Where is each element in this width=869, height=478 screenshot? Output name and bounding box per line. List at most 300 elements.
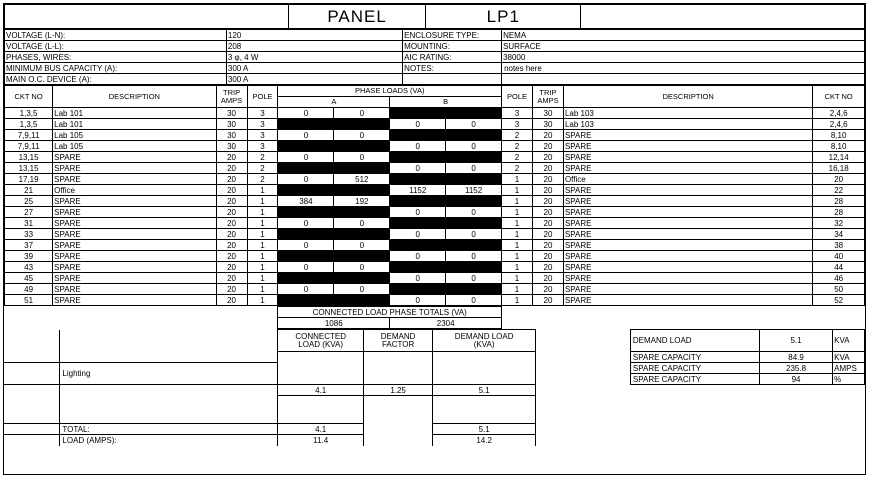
header-pole-right: POLE [502, 86, 533, 108]
summary-spacer-3 [536, 374, 631, 385]
row-phase-a1 [278, 207, 334, 218]
row-phase-a2: 512 [334, 174, 390, 185]
table-row [5, 240, 865, 251]
row-description-left: SPARE [53, 174, 216, 185]
header-pole-left: POLE [247, 86, 278, 108]
row-phase-b2: 1152 [446, 185, 502, 196]
row-phase-b1: 0 [390, 163, 446, 174]
row-trip-left: 30 [216, 130, 247, 141]
row-pole-left: 1 [247, 185, 278, 196]
summary-value-1: 84.9 [759, 352, 832, 363]
row-pole-left: 3 [247, 141, 278, 152]
row-phase-b1 [390, 174, 446, 185]
table-row [5, 174, 865, 185]
row-phase-b1: 0 [390, 207, 446, 218]
row-trip-right: 30 [532, 119, 563, 130]
row-description-right: SPARE [563, 218, 812, 229]
row-pole-left: 1 [247, 229, 278, 240]
header-amps-text: AMPS [220, 95, 243, 105]
row-phase-a2 [334, 207, 390, 218]
row-trip-right: 20 [532, 284, 563, 295]
info-right-value-3: notes here [502, 63, 865, 74]
row-ckt-left: 43 [5, 262, 53, 273]
row-phase-a2 [334, 141, 390, 152]
row-pole-left: 3 [247, 108, 278, 119]
summary-unit-2: AMPS [833, 363, 865, 374]
info-left-value-1: 208 [226, 41, 402, 52]
row-pole-right: 1 [502, 295, 533, 306]
row-trip-left: 20 [216, 196, 247, 207]
row-phase-b2 [446, 152, 502, 163]
row-trip-left: 20 [216, 218, 247, 229]
row-ckt-right: 32 [813, 218, 865, 229]
row-phase-a1 [278, 229, 334, 240]
summary-unit-1: KVA [833, 352, 865, 363]
summary-label-3: SPARE CAPACITY [630, 374, 759, 385]
info-row [5, 41, 865, 52]
demand-row-connected-0: 4.1 [278, 385, 364, 396]
row-phase-b1 [390, 130, 446, 141]
demand-spacer-e [536, 385, 865, 396]
row-ckt-left: 21 [5, 185, 53, 196]
row-description-left: SPARE [53, 295, 216, 306]
row-description-left: Lab 105 [53, 130, 216, 141]
row-ckt-right: 52 [813, 295, 865, 306]
schedule-header-top [5, 86, 865, 97]
amps-spacer [4, 435, 60, 446]
row-ckt-left: 1,3,5 [5, 108, 53, 119]
demand-spacer-g [60, 396, 278, 424]
row-description-right: SPARE [563, 295, 812, 306]
row-pole-right: 3 [502, 119, 533, 130]
row-trip-right: 20 [532, 130, 563, 141]
summary-unit-3: % [833, 374, 865, 385]
row-phase-a2: 0 [334, 218, 390, 229]
row-ckt-left: 31 [5, 218, 53, 229]
drawing-border [3, 3, 866, 475]
row-phase-b1: 0 [390, 251, 446, 262]
row-trip-right: 20 [532, 273, 563, 284]
row-trip-right: 20 [532, 251, 563, 262]
row-trip-right: 20 [532, 163, 563, 174]
info-right-label-1: MOUNTING: [403, 41, 502, 52]
row-phase-b1 [390, 284, 446, 295]
demand-filler-row [4, 396, 865, 424]
table-row [5, 130, 865, 141]
row-phase-b2: 0 [446, 163, 502, 174]
header-trip-amps-right [532, 86, 563, 108]
table-row [5, 229, 865, 240]
row-description-right: SPARE [563, 163, 812, 174]
table-row [5, 273, 865, 284]
row-ckt-right: 40 [813, 251, 865, 262]
demand-total-factor-blank [364, 424, 433, 435]
summary-value-3: 94 [759, 374, 832, 385]
row-phase-a1: 0 [278, 284, 334, 295]
header-ckt-no-left: CKT NO [5, 86, 53, 108]
row-phase-b1: 0 [390, 141, 446, 152]
row-description-left: SPARE [53, 273, 216, 284]
row-ckt-right: 20 [813, 174, 865, 185]
row-phase-a1 [278, 163, 334, 174]
table-row [5, 152, 865, 163]
row-trip-right: 20 [532, 229, 563, 240]
demand-col-factor-fill [364, 352, 433, 385]
row-phase-b1: 0 [390, 295, 446, 306]
row-description-right: SPARE [563, 207, 812, 218]
row-phase-b2 [446, 130, 502, 141]
row-trip-right: 20 [532, 240, 563, 251]
row-description-left: Office [53, 185, 216, 196]
info-left-label-1: VOLTAGE (L-L): [5, 41, 227, 52]
row-phase-a1: 0 [278, 262, 334, 273]
row-pole-right: 1 [502, 284, 533, 295]
row-trip-left: 20 [216, 163, 247, 174]
summary-unit-0: KVA [833, 330, 865, 352]
demand-header-connected: CONNECTED LOAD (KVA) [278, 330, 364, 352]
demand-spacer-a [4, 330, 60, 363]
row-phase-b1: 0 [390, 119, 446, 130]
row-phase-a2 [334, 163, 390, 174]
row-description-right: SPARE [563, 130, 812, 141]
row-trip-left: 20 [216, 152, 247, 163]
summary-spacer [536, 330, 631, 363]
demand-header-demand: DEMAND LOAD (KVA) [433, 330, 536, 352]
row-pole-left: 1 [247, 273, 278, 284]
demand-total-demand: 5.1 [433, 424, 536, 435]
row-phase-b2 [446, 108, 502, 119]
row-trip-left: 20 [216, 251, 247, 262]
row-description-left: SPARE [53, 163, 216, 174]
row-phase-a2 [334, 119, 390, 130]
row-phase-a2 [334, 251, 390, 262]
row-description-right: SPARE [563, 185, 812, 196]
row-pole-left: 1 [247, 218, 278, 229]
row-phase-a1 [278, 185, 334, 196]
row-description-right: SPARE [563, 273, 812, 284]
row-trip-right: 20 [532, 185, 563, 196]
row-description-left: SPARE [53, 229, 216, 240]
row-description-left: SPARE [53, 218, 216, 229]
row-ckt-right: 2,4,6 [813, 119, 865, 130]
info-right-label-3: NOTES: [403, 63, 502, 74]
row-ckt-left: 39 [5, 251, 53, 262]
row-ckt-right: 46 [813, 273, 865, 284]
summary-value-0: 5.1 [759, 330, 832, 352]
row-pole-right: 3 [502, 108, 533, 119]
info-left-label-3: MINIMUM BUS CAPACITY (A): [5, 63, 227, 74]
row-description-left: SPARE [53, 262, 216, 273]
row-pole-left: 1 [247, 196, 278, 207]
info-row [5, 74, 865, 85]
demand-amps-row [4, 435, 865, 446]
demand-spacer-d [60, 385, 278, 396]
row-phase-a1 [278, 273, 334, 284]
row-description-left: Lab 105 [53, 141, 216, 152]
demand-spacer-f [4, 396, 60, 424]
table-row [5, 196, 865, 207]
row-trip-right: 20 [532, 295, 563, 306]
row-trip-right: 20 [532, 218, 563, 229]
row-phase-b1 [390, 240, 446, 251]
row-phase-b2: 0 [446, 295, 502, 306]
table-row [5, 262, 865, 273]
demand-col-connected-fill [278, 352, 364, 385]
row-phase-b1 [390, 196, 446, 207]
row-phase-b1: 0 [390, 273, 446, 284]
row-description-left: SPARE [53, 251, 216, 262]
info-blank-right [502, 74, 865, 85]
row-ckt-right: 50 [813, 284, 865, 295]
row-pole-right: 1 [502, 196, 533, 207]
row-pole-right: 2 [502, 163, 533, 174]
row-pole-left: 2 [247, 174, 278, 185]
row-phase-b2: 0 [446, 229, 502, 240]
panel-title-table [4, 4, 865, 29]
row-ckt-right: 8,10 [813, 141, 865, 152]
summary-label-0: DEMAND LOAD [630, 330, 759, 352]
row-pole-left: 1 [247, 207, 278, 218]
info-blank-left [403, 74, 502, 85]
row-description-right: SPARE [563, 196, 812, 207]
header-trip-amps-left [216, 86, 247, 108]
row-description-right: SPARE [563, 240, 812, 251]
row-phase-a1: 0 [278, 108, 334, 119]
row-trip-right: 20 [532, 174, 563, 185]
row-pole-left: 2 [247, 152, 278, 163]
row-trip-right: 30 [532, 108, 563, 119]
row-trip-left: 30 [216, 119, 247, 130]
row-pole-right: 1 [502, 240, 533, 251]
row-description-right: Lab 103 [563, 108, 812, 119]
table-row [5, 163, 865, 174]
row-ckt-right: 2,4,6 [813, 108, 865, 119]
row-trip-right: 20 [532, 152, 563, 163]
demand-amps-demand: 14.2 [433, 435, 536, 446]
row-phase-b2 [446, 240, 502, 251]
row-description-left: Lab 101 [53, 108, 216, 119]
demand-fill-factor [364, 396, 433, 424]
row-phase-a2: 0 [334, 130, 390, 141]
row-ckt-right: 34 [813, 229, 865, 240]
row-description-right: SPARE [563, 152, 812, 163]
header-description-left: DESCRIPTION [53, 86, 216, 108]
title-right-blank [581, 5, 865, 29]
row-description-left: SPARE [53, 240, 216, 251]
row-pole-left: 1 [247, 284, 278, 295]
info-left-value-0: 120 [226, 30, 402, 41]
row-phase-a2: 0 [334, 240, 390, 251]
circuit-schedule-table [4, 85, 865, 306]
header-phase-a: A [278, 97, 390, 108]
demand-total-label: TOTAL: [60, 424, 278, 435]
row-trip-left: 20 [216, 284, 247, 295]
demand-fill-connected [278, 396, 364, 424]
info-row [5, 30, 865, 41]
row-pole-right: 1 [502, 251, 533, 262]
info-left-value-4: 300 A [226, 74, 402, 85]
demand-spacer-j [536, 435, 865, 446]
table-row [5, 251, 865, 262]
row-phase-b2 [446, 174, 502, 185]
row-trip-left: 20 [216, 185, 247, 196]
row-ckt-left: 25 [5, 196, 53, 207]
row-phase-a1: 0 [278, 174, 334, 185]
demand-row-demand-0: 5.1 [433, 385, 536, 396]
demand-spacer-c [4, 385, 60, 396]
row-phase-a2: 0 [334, 262, 390, 273]
row-description-right: SPARE [563, 141, 812, 152]
table-row [5, 295, 865, 306]
row-description-right: SPARE [563, 229, 812, 240]
row-trip-right: 20 [532, 196, 563, 207]
row-pole-left: 1 [247, 240, 278, 251]
table-row [5, 185, 865, 196]
table-row [5, 207, 865, 218]
row-ckt-left: 7,9,11 [5, 141, 53, 152]
row-ckt-left: 7,9,11 [5, 130, 53, 141]
row-trip-right: 20 [532, 141, 563, 152]
row-pole-right: 1 [502, 218, 533, 229]
demand-total-connected: 4.1 [278, 424, 364, 435]
row-phase-b2 [446, 262, 502, 273]
row-phase-a2: 0 [334, 284, 390, 295]
row-ckt-right: 28 [813, 196, 865, 207]
row-phase-b2: 0 [446, 251, 502, 262]
row-phase-a1 [278, 119, 334, 130]
demand-col-demand-fill [433, 352, 536, 385]
info-left-label-2: PHASES, WIRES: [5, 52, 227, 63]
table-row [5, 108, 865, 119]
row-ckt-right: 12,14 [813, 152, 865, 163]
demand-amps-factor-blank [364, 435, 433, 446]
row-description-right: SPARE [563, 251, 812, 262]
row-ckt-left: 37 [5, 240, 53, 251]
row-phase-a1: 0 [278, 130, 334, 141]
row-phase-b2: 0 [446, 119, 502, 130]
demand-header-factor: DEMAND FACTOR [364, 330, 433, 352]
row-ckt-left: 1,3,5 [5, 119, 53, 130]
table-row [5, 284, 865, 295]
row-phase-b2 [446, 218, 502, 229]
row-pole-right: 1 [502, 185, 533, 196]
row-ckt-right: 38 [813, 240, 865, 251]
row-pole-right: 1 [502, 262, 533, 273]
demand-fill-demand [433, 396, 536, 424]
row-phase-a2 [334, 229, 390, 240]
row-pole-right: 1 [502, 207, 533, 218]
panel-label: PANEL [288, 5, 426, 29]
header-trip-text: TRIP [222, 87, 241, 97]
row-pole-right: 2 [502, 130, 533, 141]
row-phase-a1: 0 [278, 218, 334, 229]
row-description-right: Office [563, 174, 812, 185]
demand-row-factor-0: 1.25 [364, 385, 433, 396]
row-ckt-right: 44 [813, 262, 865, 273]
header-amps-text-r: AMPS [537, 95, 559, 105]
row-pole-left: 3 [247, 130, 278, 141]
row-phase-b2 [446, 196, 502, 207]
title-left-blank [5, 5, 289, 29]
info-left-value-2: 3 φ, 4 W [226, 52, 402, 63]
demand-spacer-i [536, 424, 865, 435]
row-trip-left: 20 [216, 229, 247, 240]
row-phase-a2: 0 [334, 108, 390, 119]
row-phase-a2 [334, 273, 390, 284]
row-description-left: SPARE [53, 152, 216, 163]
schedule-body [5, 108, 865, 306]
row-ckt-right: 28 [813, 207, 865, 218]
row-ckt-left: 13,15 [5, 152, 53, 163]
row-phase-a1 [278, 295, 334, 306]
row-phase-b2: 0 [446, 207, 502, 218]
row-ckt-left: 49 [5, 284, 53, 295]
info-left-value-3: 300 A [226, 63, 402, 74]
row-pole-right: 2 [502, 141, 533, 152]
row-ckt-left: 51 [5, 295, 53, 306]
demand-header-row [4, 330, 865, 352]
header-phase-b: B [390, 97, 502, 108]
row-trip-left: 20 [216, 273, 247, 284]
row-trip-right: 20 [532, 207, 563, 218]
summary-label-1: SPARE CAPACITY [630, 352, 759, 363]
totals-spacer-right [502, 307, 865, 329]
row-ckt-left: 33 [5, 229, 53, 240]
demand-row-name-0: Lighting [60, 363, 278, 385]
row-description-left: Lab 101 [53, 119, 216, 130]
row-description-left: SPARE [53, 207, 216, 218]
row-ckt-right: 16,18 [813, 163, 865, 174]
table-row [5, 141, 865, 152]
row-phase-a2: 192 [334, 196, 390, 207]
info-left-label-4: MAIN O.C. DEVICE (A): [5, 74, 227, 85]
demand-spacer-b [60, 330, 278, 363]
summary-spacer-2 [536, 363, 631, 374]
row-pole-left: 1 [247, 295, 278, 306]
info-row [5, 63, 865, 74]
row-phase-b2 [446, 284, 502, 295]
table-row [5, 218, 865, 229]
row-pole-left: 1 [247, 262, 278, 273]
phase-total-a: 1086 [278, 318, 390, 329]
row-description-left: SPARE [53, 196, 216, 207]
header-ckt-no-right: CKT NO [813, 86, 865, 108]
demand-amps-connected: 11.4 [278, 435, 364, 446]
row-phase-b1 [390, 218, 446, 229]
header-description-right: DESCRIPTION [563, 86, 812, 108]
info-right-value-1: SURFACE [502, 41, 865, 52]
row-trip-left: 20 [216, 174, 247, 185]
row-pole-right: 1 [502, 273, 533, 284]
row-phase-b1 [390, 262, 446, 273]
row-phase-b1 [390, 152, 446, 163]
demand-total-row [4, 424, 865, 435]
phase-totals-label-row [4, 307, 865, 318]
header-trip-text-r: TRIP [539, 87, 557, 97]
info-left-label-0: VOLTAGE (L-N): [5, 30, 227, 41]
row-trip-left: 20 [216, 295, 247, 306]
row-ckt-left: 27 [5, 207, 53, 218]
row-phase-b1 [390, 108, 446, 119]
lighting-spacer [4, 363, 60, 385]
row-phase-a2 [334, 295, 390, 306]
phase-total-b: 2304 [390, 318, 502, 329]
info-right-value-2: 38000 [502, 52, 865, 63]
panel-info-table [4, 29, 865, 85]
summary-value-2: 235.8 [759, 363, 832, 374]
row-ckt-right: 22 [813, 185, 865, 196]
phase-totals-label: CONNECTED LOAD PHASE TOTALS (VA) [278, 307, 502, 318]
